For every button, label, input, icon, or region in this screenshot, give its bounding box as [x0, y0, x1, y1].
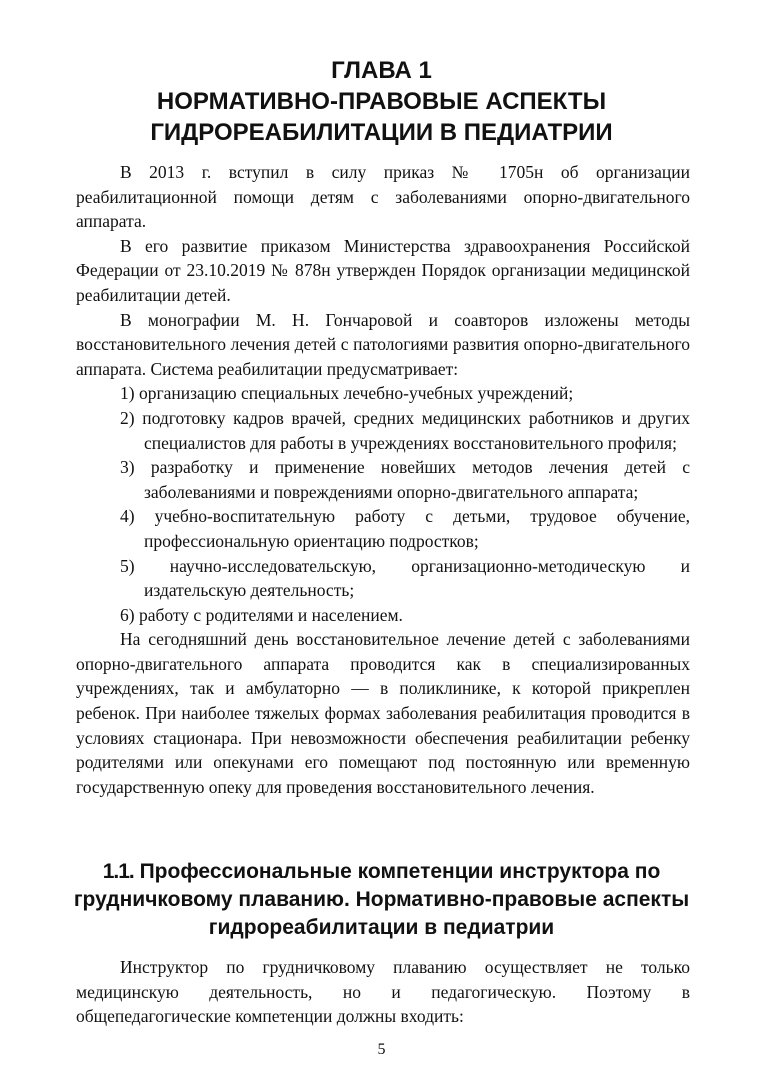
- intro-body: [76, 160, 690, 799]
- section-body: [76, 955, 690, 1029]
- chapter-title-line-2: ГИДРОРЕАБИЛИТАЦИИ В ПЕДИАТРИИ: [150, 119, 613, 146]
- paragraph-order-1705n: В 2013 г. вступил в силу приказ № 1705н об организации реабилитационной помощи детям с заболеваниями опорно-двигательного аппарата.: [76, 162, 690, 232]
- page-number: 5: [377, 1041, 386, 1058]
- list-item: 1) организацию специальных лечебно-учебных учреждений;: [120, 383, 574, 404]
- list-item: 2) подготовку кадров врачей, средних медицинских работников и других специалистов для работы в учреждениях восстановительного профиля;: [120, 407, 690, 453]
- section-title: Профессиональные компетенции инструктора по грудничковому плаванию. Нормативно-правовые аспекты гидрореабилитации в педиатрии: [73, 860, 690, 939]
- list-item: 3) разработку и применение новейших методов лечения детей с заболеваниями и повреждениями опорно-двигательного аппарата;: [120, 457, 690, 502]
- section-number: 1.1.: [102, 860, 134, 883]
- chapter-title-line-1: НОРМАТИВНО-ПРАВОВЫЕ АСПЕКТЫ: [156, 88, 607, 115]
- chapter-heading: [0, 56, 763, 148]
- list-item: 6) работу с родителями и населением.: [120, 604, 403, 625]
- paragraph-instructor: Инструктор по грудничковому плаванию осуществляет не только медицинскую деятельность, но и педагогическую. Поэтому в общепедагогические компетенции должны входить:: [76, 957, 690, 1027]
- paragraph-monograph: В монографии М. Н. Гончаровой и соавторов изложены методы восстановительного лечения детей с патологиями развития опорно-двигательного аппарата. Система реабилитации предусматривает:: [76, 309, 690, 379]
- section-heading: [60, 858, 703, 942]
- chapter-number: ГЛАВА 1: [331, 57, 432, 84]
- paragraph-order-878n: В его развитие приказом Министерства здравоохранения Российской Федерации от 23.10.2019 № 878н утвержден Порядок организации медицинской реабилитации детей.: [76, 235, 690, 305]
- paragraph-current-state: На сегодняшний день восстановительное лечение детей с заболеваниями опорно-двигательного аппарата проводится как в специализированных учреждениях, так и амбулаторно — в поликлинике, к которой прикреплен ребенок. При наиболее тяжелых формах заболевания реабилитация проводится в условиях стационара. При невозможности обеспечения реабилитации ребенку родителями или опекунами его помещают под постоянную или временную государственную опеку для проведения восстановительного лечения.: [76, 629, 690, 797]
- list-item: 5) научно-исследовательскую, организационно-методическую и издательскую деятельность;: [120, 555, 690, 601]
- list-item: 4) учебно-воспитательную работу с детьми, трудовое обучение, профессиональную ориентацию подростков;: [120, 506, 690, 551]
